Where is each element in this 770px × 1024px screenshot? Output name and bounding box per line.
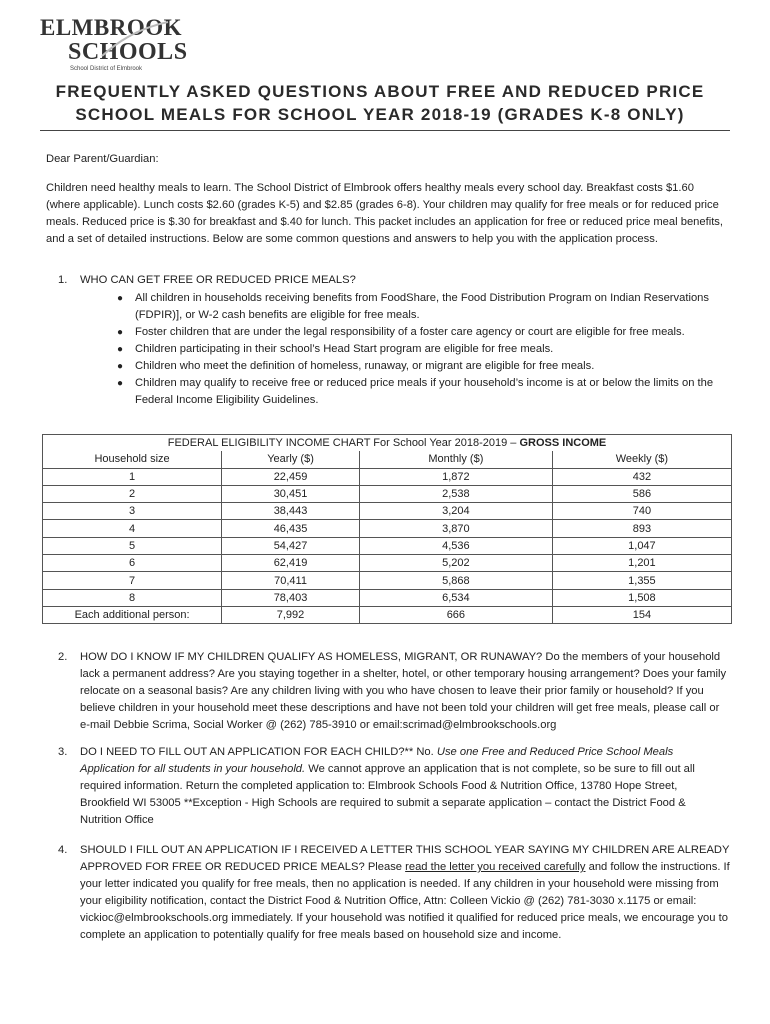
logo-line1: ELMBROOK: [40, 15, 183, 40]
bullet-icon: ●: [117, 327, 124, 338]
column-header: Household size: [43, 451, 222, 468]
table-row: 4 46,435 3,870 893: [43, 520, 732, 537]
q1-bullet-list: [117, 290, 729, 409]
page-title: [30, 80, 730, 126]
bullet-icon: ●: [117, 361, 124, 372]
table-row: 6 62,419 5,202 1,201: [43, 555, 732, 572]
logo-line2: SCHOOLS: [68, 39, 188, 65]
table-header-row: [43, 451, 732, 468]
logo-swoosh-icon: [100, 20, 170, 60]
list-item: ● Foster children that are under the legal responsibility of a foster care agency or court are eligible for free meals.: [117, 324, 729, 341]
column-header: Weekly ($): [552, 451, 731, 468]
q1-number: 1.: [58, 274, 68, 286]
q3-italic-note: Use one Free and Reduced Price School Meals Application for all students in your household.: [80, 746, 674, 775]
list-item: ● Children who meet the definition of homeless, runaway, or migrant are eligible for free meals.: [117, 358, 729, 375]
title-line2: SCHOOL MEALS FOR SCHOOL YEAR 2018-19 (GRADES K-8 ONLY): [75, 105, 685, 124]
column-header: Monthly ($): [359, 451, 552, 468]
bullet-icon: ●: [117, 344, 124, 355]
q3-number: 3.: [58, 746, 68, 758]
q4-underlined-note: read the letter you received carefully: [405, 861, 586, 873]
logo-subtitle: School District of Elmbrook: [70, 66, 143, 72]
table-row: 3 38,443 3,204 740: [43, 503, 732, 520]
q4-text: SHOULD I FILL OUT AN APPLICATION IF I RECEIVED A LETTER THIS SCHOOL YEAR SAYING MY CHILDREN ARE ALREADY APPROVED FOR FREE OR REDUCED PRICE MEALS? Please read the letter you received carefully and follow the instructions. If your letter indicated you qualify for free meals, then no application is needed. If any children in your household were missing from your eligibility notification, contact the District Food & Nutrition Office, Attn: Colleen Vickio @ (262) 781-3030 x.1175 or email: vickioc@elmbrookschools.org immediately. If your household was notified it qualified for reduced price meals, we encourage you to complete an application to potentially qualify for free meals based on household size and income.: [80, 844, 730, 941]
table-row: 8 78,403 6,534 1,508: [43, 589, 732, 606]
list-item: ● Children may qualify to receive free or reduced price meals if your household’s income is at or below the limits on the Federal Income Eligibility Guidelines.: [117, 377, 714, 406]
title-divider: [40, 130, 730, 131]
q1-heading: WHO CAN GET FREE OR REDUCED PRICE MEALS?: [80, 274, 356, 286]
income-eligibility-table: [42, 434, 732, 624]
q4-number: 4.: [58, 844, 68, 856]
column-header: Yearly ($): [222, 451, 360, 468]
bullet-icon: ●: [117, 378, 124, 389]
table-row: 1 22,459 1,872 432: [43, 468, 732, 485]
title-line1: FREQUENTLY ASKED QUESTIONS ABOUT FREE AND REDUCED PRICE: [55, 82, 705, 101]
list-item: ● Children participating in their school’s Head Start program are eligible for free meals.: [117, 341, 729, 358]
table-row: 5 54,427 4,536 1,047: [43, 537, 732, 554]
greeting: Dear Parent/Guardian:: [46, 153, 159, 165]
table-caption: FEDERAL ELIGIBILITY INCOME CHART For School Year 2018-2019 – GROSS INCOME: [43, 435, 732, 452]
q2-number: 2.: [58, 651, 68, 663]
intro-paragraph: Children need healthy meals to learn. The School District of Elmbrook offers healthy meals every school day. Breakfast costs $1.60 (where applicable). Lunch costs $2.60 (grades K-5) and $2.85 (grades 6-8). Your children may qualify for free meals or for reduced price meals. Reduced price is $.30 for breakfast and $.40 for lunch. This packet includes an application for free or reduced price meal benefits, and a set of detailed instructions. Below are some common questions and answers to help you with the application process.: [46, 182, 724, 245]
bullet-icon: ●: [117, 293, 124, 304]
table-row: Each additional person: 7,992 666 154: [43, 606, 732, 623]
table-row: 7 70,411 5,868 1,355: [43, 572, 732, 589]
table-caption-row: [43, 435, 732, 452]
table-row: 2 30,451 2,538 586: [43, 485, 732, 502]
district-logo: [40, 15, 188, 72]
q3-text: DO I NEED TO FILL OUT AN APPLICATION FOR EACH CHILD?** No. Use one Free and Reduced Price School Meals Application for all students in your household. We cannot approve an application that is not complete, so be sure to fill out all required information. Return the completed application to: Elmbrook Schools Food & Nutrition Office, 13780 Hope Street, Brookfield WI 53005 **Exception - High Schools are required to submit a separate application – contact the District Food & Nutrition Office: [80, 746, 695, 826]
list-item: ● All children in households receiving benefits from FoodShare, the Food Distribution Program on Indian Reservations (FDPIR)], or W-2 cash benefits are eligible for free meals.: [117, 292, 709, 321]
q2-text: HOW DO I KNOW IF MY CHILDREN QUALIFY AS HOMELESS, MIGRANT, OR RUNAWAY? Do the members of your household lack a permanent address? Are you staying together in a shelter, hotel, or other temporary housing arrangement? Does your family relocate on a seasonal basis? Are any children living with you who have chosen to leave their prior family or household? If you believe children in your household meet these descriptions and have not been told your children will get free meals, please call or e-mail Debbie Scrima, Social Worker @ (262) 785-3910 or email:scrimad@elmbrookschools.org: [80, 651, 727, 731]
